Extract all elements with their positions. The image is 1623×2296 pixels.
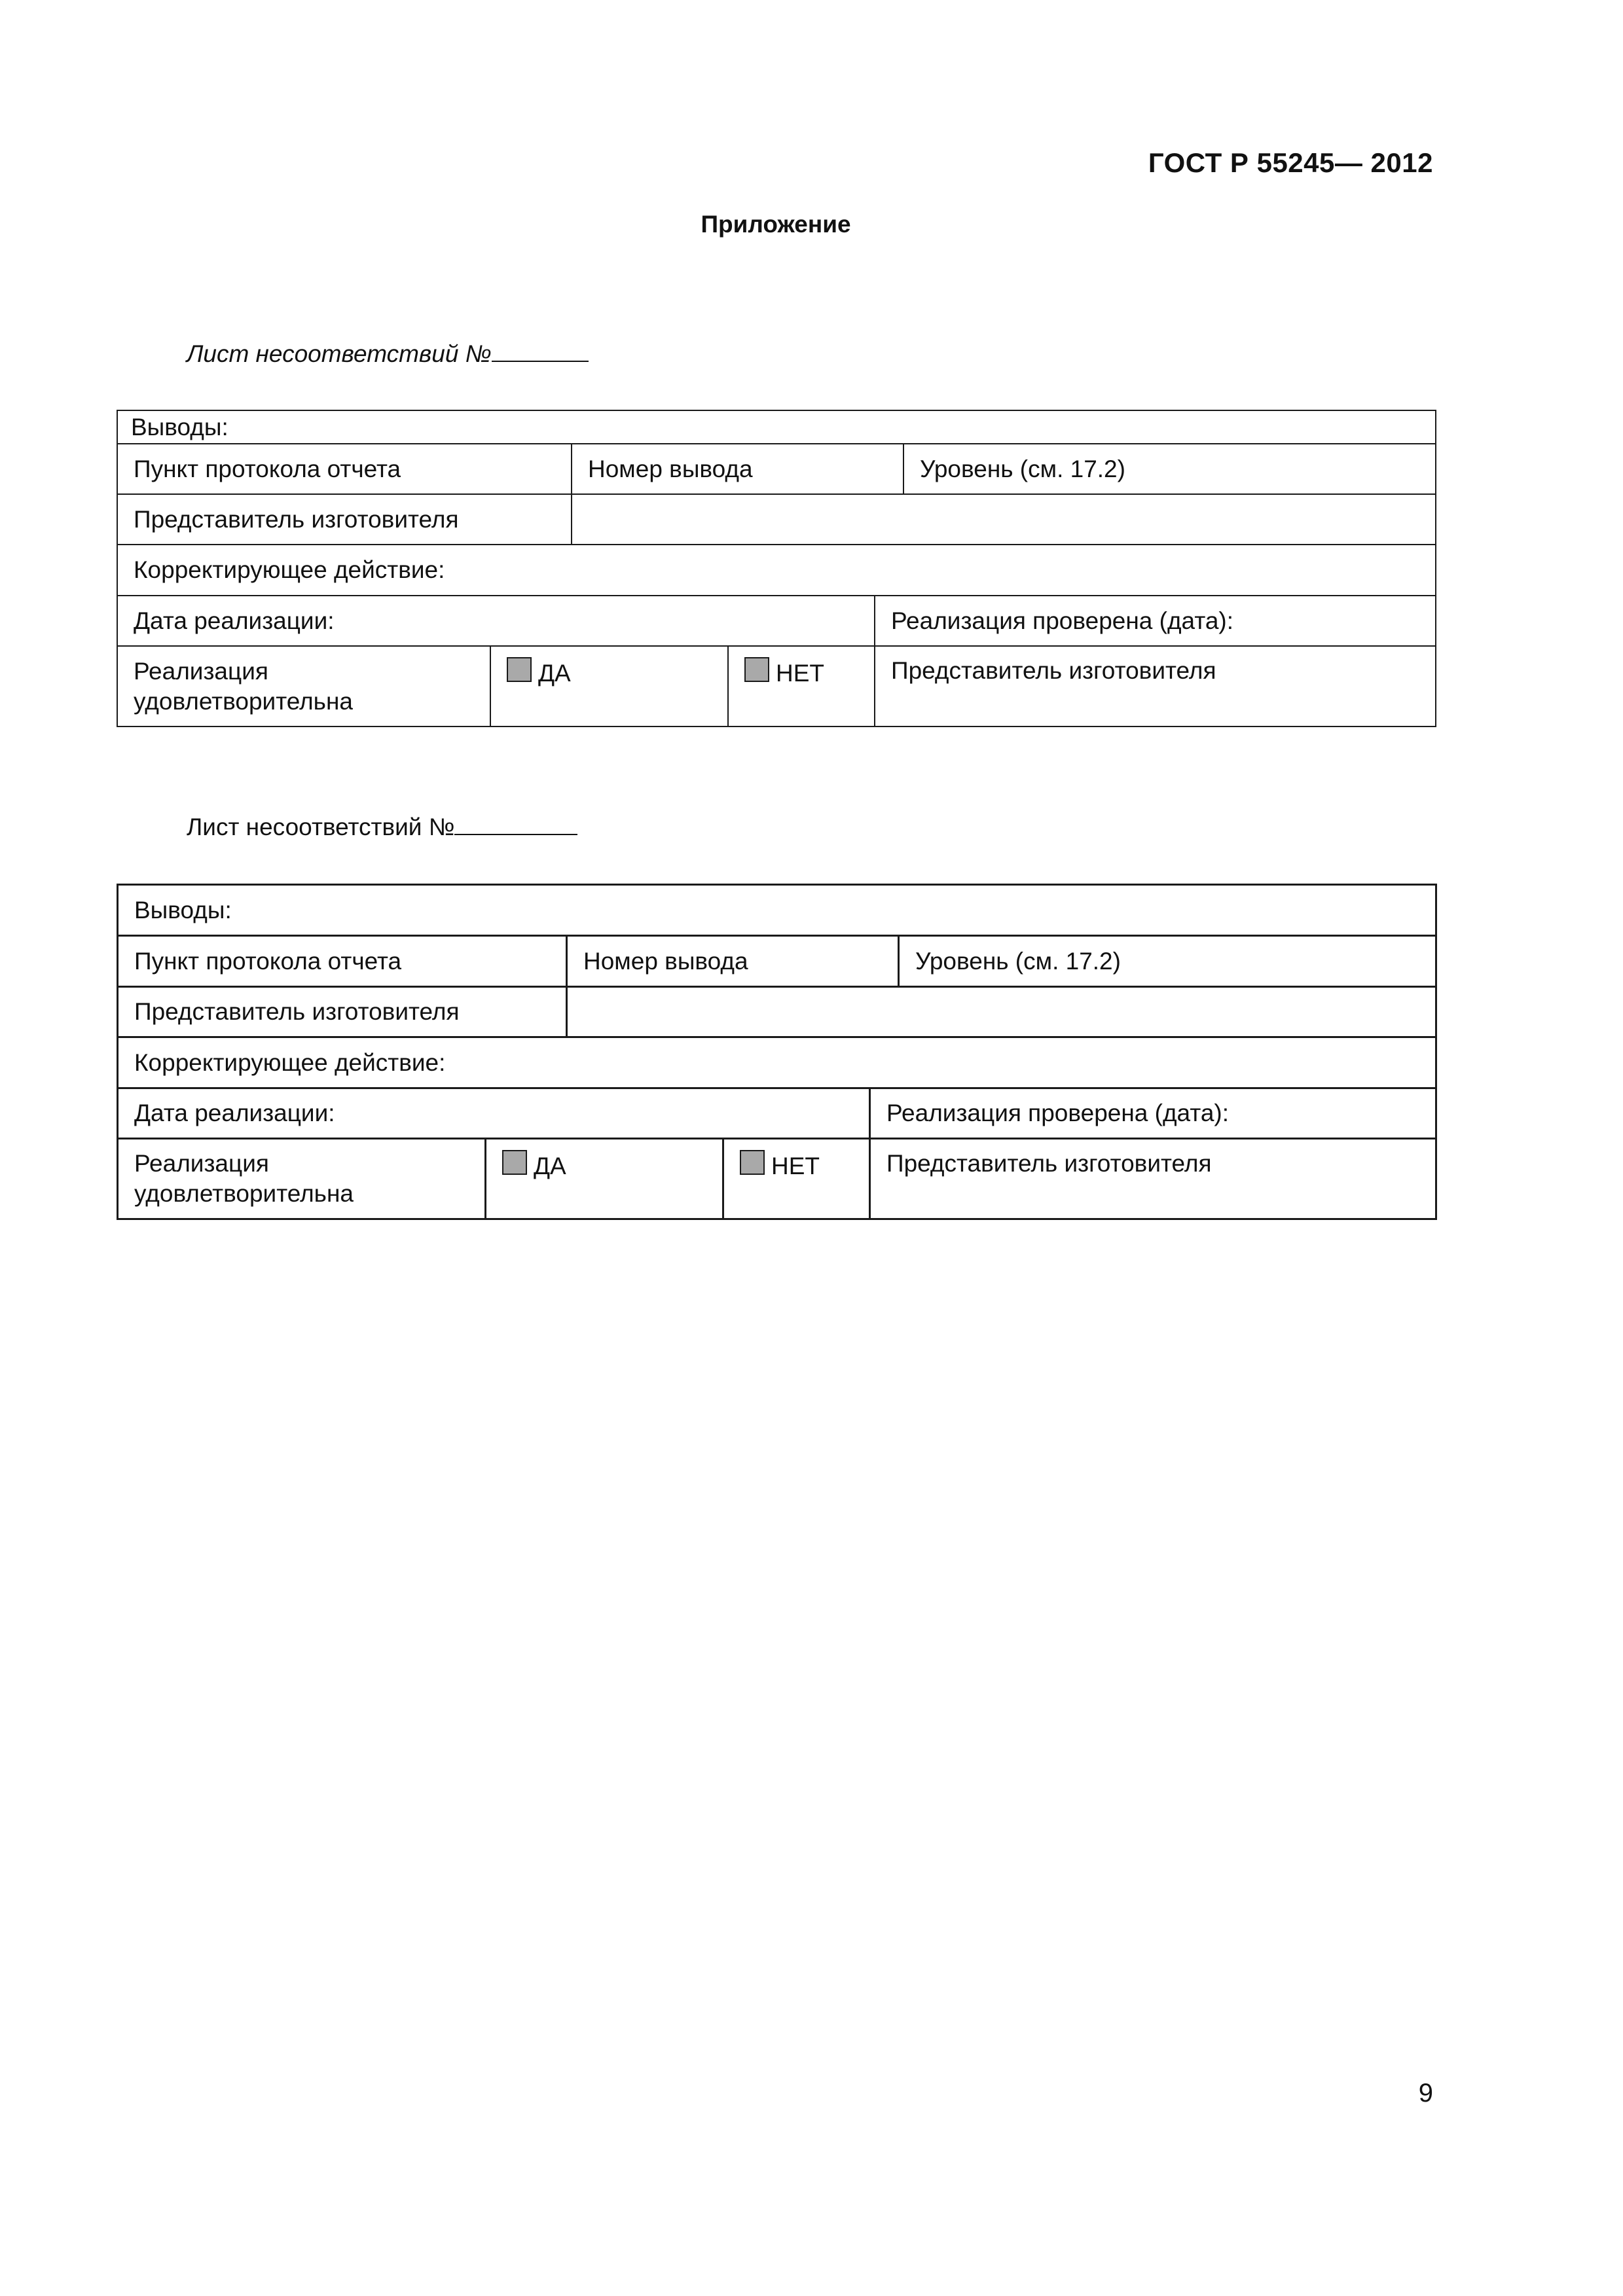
no-checkbox[interactable] [744,657,769,682]
appendix-title: Приложение [701,211,851,238]
yes-checkbox[interactable] [502,1150,527,1175]
conclusion-number-label: Номер вывода [572,444,903,494]
no-option[interactable] [723,1139,870,1219]
conclusion-number-label: Номер вывода [567,936,899,987]
yes-label: ДА [538,660,571,687]
yes-label: ДА [534,1153,566,1179]
manufacturer-rep-label: Представитель изготовителя [118,987,567,1037]
manufacturer-rep-label-2: Представитель изготовителя [870,1139,1436,1219]
implementation-verified-label: Реализация проверена (дата): [870,1088,1436,1139]
yes-checkbox[interactable] [507,657,532,682]
yes-option[interactable] [490,646,728,726]
yes-option[interactable] [486,1139,723,1219]
sheet-number-field[interactable] [454,814,577,835]
corrective-action-label: Корректирующее действие: [118,1037,1436,1088]
document-code: ГОСТ Р 55245— 2012 [1148,147,1433,178]
sheet-label-text: Лист несоответствий № [187,814,455,840]
sheet-number-field[interactable] [492,341,589,362]
implementation-date-label: Дата реализации: [117,596,875,646]
manufacturer-rep-field[interactable] [572,494,1436,545]
nonconformity-table-2 [117,884,1437,1220]
report-item-label: Пункт протокола отчета [118,936,567,987]
nonconformity-sheet-label-2 [187,814,577,841]
manufacturer-rep-label-2: Представитель изготовителя [875,646,1436,726]
no-label: НЕТ [771,1153,820,1179]
no-label: НЕТ [776,660,824,687]
conclusions-label: Выводы: [118,885,1436,936]
nonconformity-sheet-label-1 [187,340,589,368]
implementation-satisfactory-label: Реализация удовлетворительна [118,1139,486,1219]
page-number: 9 [1418,2079,1433,2108]
nonconformity-table-1 [117,410,1436,727]
conclusions-label: Выводы: [117,410,1436,444]
no-checkbox[interactable] [740,1150,765,1175]
no-option[interactable] [728,646,875,726]
implementation-date-label: Дата реализации: [118,1088,870,1139]
manufacturer-rep-field[interactable] [567,987,1436,1037]
manufacturer-rep-label: Представитель изготовителя [117,494,572,545]
corrective-action-label: Корректирующее действие: [117,545,1436,596]
sheet-label-text: Лист несоответствий № [187,340,492,367]
level-label: Уровень (см. 17.2) [899,936,1436,987]
report-item-label: Пункт протокола отчета [117,444,572,494]
implementation-satisfactory-label: Реализация удовлетворительна [117,646,490,726]
implementation-verified-label: Реализация проверена (дата): [875,596,1436,646]
level-label: Уровень (см. 17.2) [903,444,1436,494]
